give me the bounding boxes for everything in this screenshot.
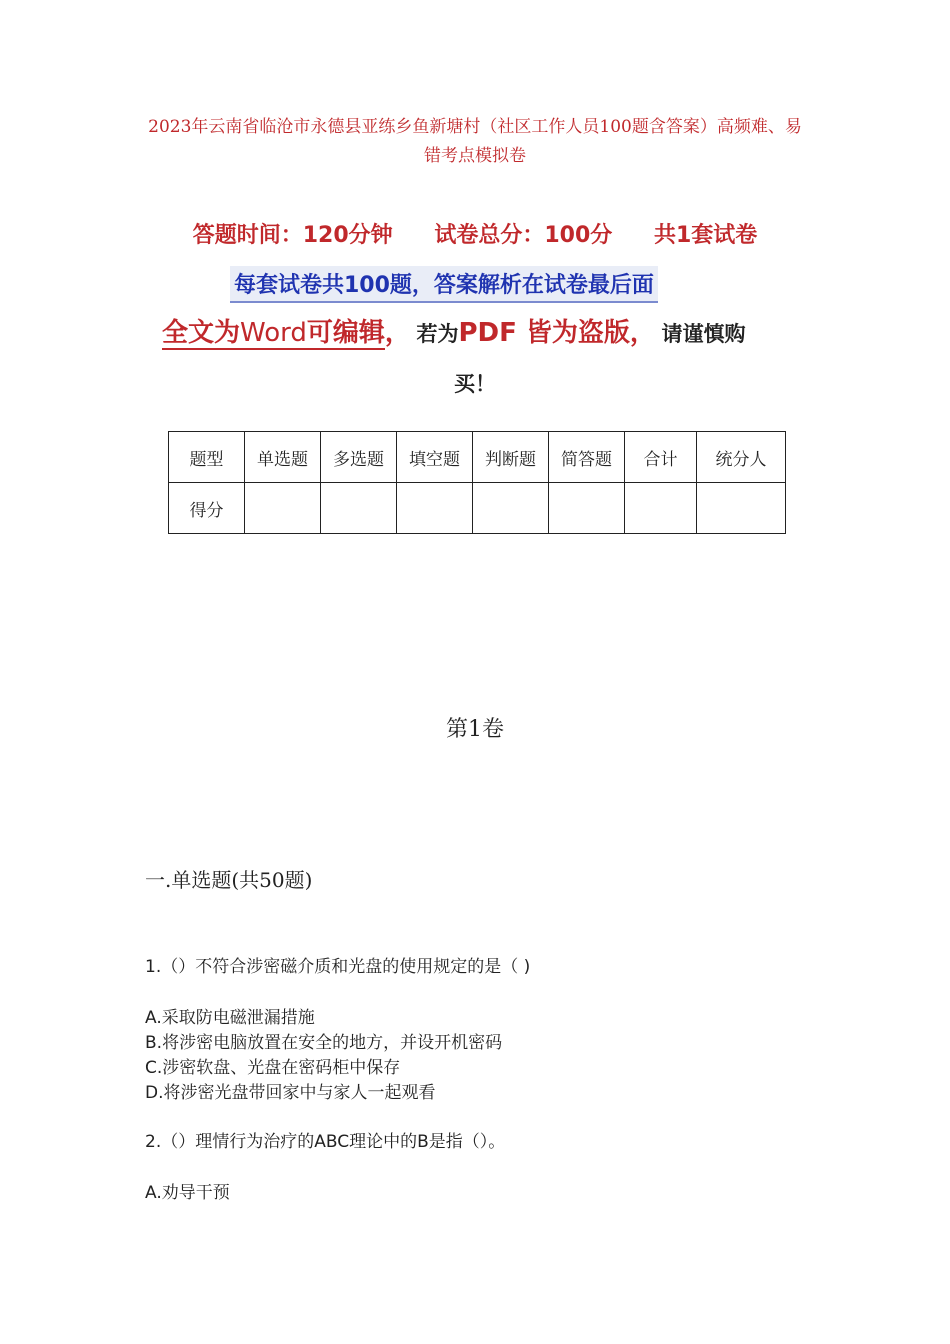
warning-pdf: PDF 皆为盗版 (458, 318, 630, 348)
set-info: 共1套试卷 (653, 223, 758, 248)
warning-word: Word (240, 318, 307, 348)
table-header-cell: 单选题 (245, 432, 321, 483)
warning-part2: 可编辑 (306, 318, 385, 348)
score-table-row (169, 483, 786, 534)
warning-comma2: ， (629, 318, 656, 348)
table-header-cell: 简答题 (549, 432, 625, 483)
table-header-cell: 判断题 (473, 432, 549, 483)
document-title: 2023年云南省临沧市永德县亚练乡鱼新塘村（社区工作人员100题含答案）高频难、易错考点模拟卷 (148, 117, 802, 166)
warning-part3: 若为 (416, 322, 459, 346)
table-header-cell: 多选题 (321, 432, 397, 483)
table-header-cell: 填空题 (397, 432, 473, 483)
score-cell[interactable] (697, 483, 786, 534)
answer-notice: 每套试卷共100题，答案解析在试卷最后面 (230, 266, 658, 303)
score-cell[interactable] (549, 483, 625, 534)
table-header-cell: 合计 (625, 432, 697, 483)
section-heading: 一.单选题(共50题) (145, 868, 313, 892)
warning-part1: 全文为 (162, 318, 241, 348)
question-option: A.劝导干预 (145, 1183, 230, 1203)
score-cell[interactable] (625, 483, 697, 534)
table-header-cell: 统分人 (697, 432, 786, 483)
warning-comma1: ， (384, 318, 411, 348)
time-info: 答题时间：120分钟 (192, 223, 393, 248)
volume-heading: 第1卷 (446, 717, 504, 742)
exam-info-line (0, 218, 950, 249)
score-cell[interactable] (473, 483, 549, 534)
table-header-cell: 题型 (169, 432, 245, 483)
question-option: D.将涉密光盘带回家中与家人一起观看 (145, 1083, 436, 1103)
score-cell[interactable] (245, 483, 321, 534)
score-cell[interactable] (321, 483, 397, 534)
warning-part4: 请谨慎购 (661, 322, 746, 346)
copyright-warning (162, 312, 746, 349)
question-option: A.采取防电磁泄漏措施 (145, 1008, 315, 1028)
question-stem: 1.（）不符合涉密磁介质和光盘的使用规定的是（ ) (145, 957, 531, 977)
question-option: C.涉密软盘、光盘在密码柜中保存 (145, 1058, 401, 1078)
score-info: 试卷总分：100分 (434, 223, 613, 248)
question-option: B.将涉密电脑放置在安全的地方，并设开机密码 (145, 1033, 503, 1053)
question-stem: 2.（）理情行为治疗的ABC理论中的B是指（）。 (145, 1132, 506, 1152)
score-table-header-row (169, 432, 786, 483)
editable-note (162, 318, 385, 350)
score-table (168, 431, 786, 534)
score-cell[interactable] (397, 483, 473, 534)
row-label-cell: 得分 (169, 483, 245, 534)
warning-line2: 买！ (454, 372, 496, 396)
